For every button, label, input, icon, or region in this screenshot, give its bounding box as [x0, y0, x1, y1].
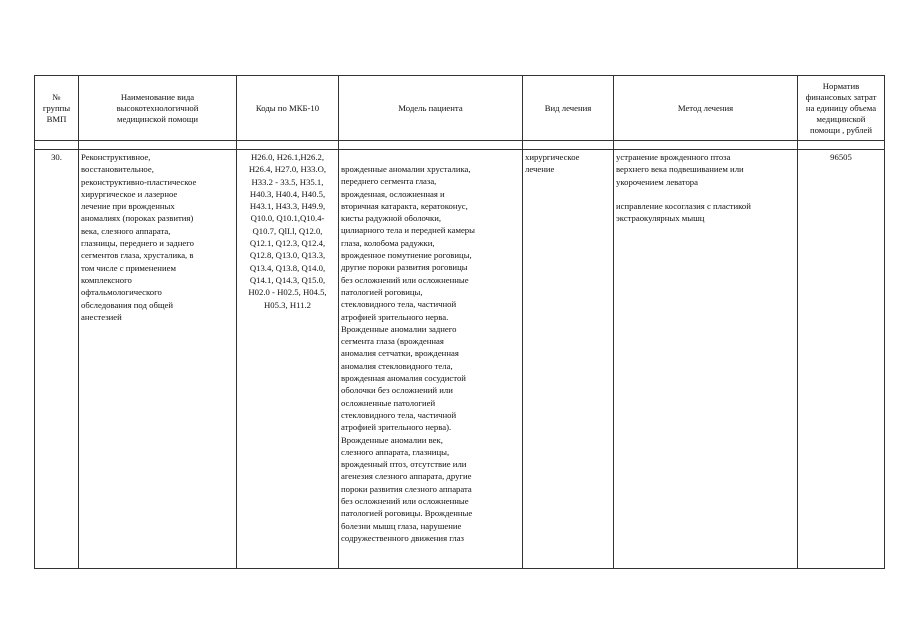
vmp-table [34, 75, 885, 569]
header-row [35, 76, 885, 141]
patient-model-cell: врожденные аномалии хрусталика, переднего сегмента глаза, врожденная, осложненная и вторичная катаракта, кератоконус, кисты радужной оболочки, цилиарного тела и передней камеры глаза, колобома радужки, врожденное помутнение роговицы, другие пороки развития роговицы без осложнений или осложненные патологией роговицы, стекловидного тела, частичной атрофией зрительного нерва. Врожденные аномалии заднего сегмента глаза (врожденная аномалия сетчатки, врожденная аномалия стекловидного тела, врожденная аномалия сосудистой оболочки без осложнений или осложненные патологией стекловидного тела, частичной атрофией зрительного нерва). Врожденные аномалии век, слезного аппарата, глазницы, врожденный птоз, отсутствие или агенезия слезного аппарата, другие пороки развития слезного аппарата без осложнений или осложненные патологией роговицы. Врожденные болезни мышц глаза, нарушение содружественного движения глаз [339, 150, 523, 569]
treatment-method-cell [614, 150, 798, 569]
table-row [35, 150, 885, 569]
treatment-method-2: исправление косоглазия с пластикой экстраокулярных мышц [616, 200, 751, 224]
group-number-cell: 30. [35, 150, 79, 569]
treatment-type-cell: хирургическое лечение [523, 150, 614, 569]
header-patient-model: Модель пациента [339, 76, 523, 141]
treatment-method-1: устранение врожденного птоза верхнего века подвешиванием или укорочением леватора [616, 152, 744, 187]
header-treatment-method: Метод лечения [614, 76, 798, 141]
care-type-name-cell: Реконструктивное, восстановительное, реконструктивно-пластическое хирургическое и лазерное лечение при врожденных аномалиях (пороках развития) века, слезного аппарата, глазницы, переднего и заднего сегментов глаза, хрусталика, в том числе с применением комплексного офтальмологического обследования под общей анестезией [79, 150, 237, 569]
icd10-codes-cell: H26.0, H26.1,H26.2, H26.4, H27.0, H33.O, H33.2 - 33.5, H35.1, H40.3, H40.4, H40.5, H43.1, H43.3, H49.9, Q10.0, Q10.1,Q10.4- Q10.7, QlI.l, Q12.0, Q12.1, Q12.3, Q12.4, Q12.8, Q13.0, Q13.3, Q13.4, Q13.8, Q14.0, Q14.1, Q14.3, Q15.0, H02.0 - H02.5, H04.5, H05.3, H11.2 [237, 150, 339, 569]
header-treatment-type: Вид лечения [523, 76, 614, 141]
header-care-type-name: Наименование вида высокотехнологичной медицинской помощи [79, 76, 237, 141]
header-icd10-codes: Коды по МКБ-10 [237, 76, 339, 141]
spacer-row [35, 141, 885, 150]
header-cost-standard: Норматив финансовых затрат на единицу объема медицинской помощи , рублей [798, 76, 885, 141]
cost-standard-cell: 96505 [798, 150, 885, 569]
header-group-number: № группы ВМП [35, 76, 79, 141]
